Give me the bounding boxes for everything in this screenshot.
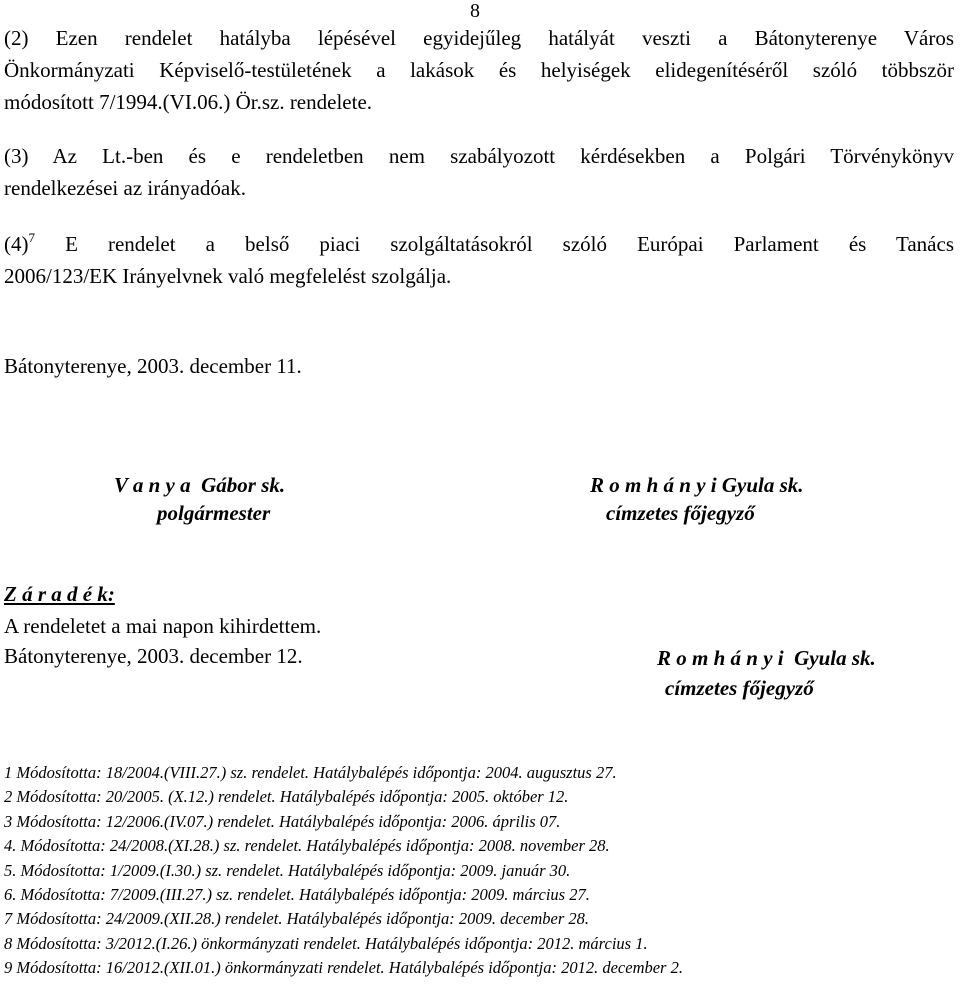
footnote-item: 2 Módosította: 20/2005. (X.12.) rendelet. Hatálybalépés időpontja: 2005. október 12. <box>4 787 569 807</box>
mayor-signature-title: polgármester <box>157 501 271 525</box>
paragraph-3 <box>4 140 954 204</box>
place-date: Bátonyterenye, 2003. december 11. <box>4 354 302 378</box>
footnote-item: 3 Módosította: 12/2006.(IV.07.) rendelet. Hatálybalépés időpontja: 2006. április 07. <box>4 811 561 831</box>
paragraph-4-text: E rendelet a belső piaci szolgáltatásokról szóló Európai Parlament és Tanács <box>35 232 954 256</box>
notary-signature-title: címzetes főjegyző <box>606 501 755 525</box>
paragraph-4-prefix: (4) <box>4 232 29 256</box>
closing-text: A rendeletet a mai napon kihirdettem. <box>4 614 322 638</box>
paragraph-4-line: 2006/123/EK Irányelvnek való megfelelést szolgálja. <box>4 264 452 288</box>
paragraph-2-line: Önkormányzati Képviselő-testületének a lakások és helyiségek elidegenítéséről szóló többször <box>4 58 954 82</box>
paragraph-4-line <box>4 228 954 260</box>
paragraph-4 <box>4 228 954 292</box>
closing-place-date: Bátonyterenye, 2003. december 12. <box>4 644 303 668</box>
paragraph-2-line: (2) Ezen rendelet hatályba lépésével egyidejűleg hatályát veszti a Bátonyterenye Város <box>4 26 954 50</box>
paragraph-2 <box>4 22 954 118</box>
footnote-item: 9 Módosította: 16/2012.(XII.01.) önkormányzati rendelet. Hatálybalépés időpontja: 2012. december 2. <box>4 958 683 978</box>
closing-signer-title: címzetes főjegyző <box>665 676 814 700</box>
notary-signature-name: R o m h á n y i Gyula sk. <box>590 473 804 497</box>
closing-signer-name: R o m h á n y i Gyula sk. <box>657 646 876 670</box>
footnote-item: 7 Módosította: 24/2009.(XII.28.) rendelet. Hatálybalépés időpontja: 2009. december 28. <box>4 909 590 929</box>
footnote-item: 6. Módosította: 7/2009.(III.27.) sz. rendelet. Hatálybalépés időpontja: 2009. március 27. <box>4 885 590 905</box>
closing-heading: Z á r a d é k: <box>4 582 115 606</box>
footnote-reference: 7 <box>28 230 35 245</box>
footnote-item: 8 Módosította: 3/2012.(I.26.) önkormányzati rendelet. Hatálybalépés időpontja: 2012. március 1. <box>4 933 648 953</box>
footnote-item: 1 Módosította: 18/2004.(VIII.27.) sz. rendelet. Hatálybalépés időpontja: 2004. augusztus 27. <box>4 763 617 782</box>
footnote-item: 5. Módosította: 1/2009.(I.30.) sz. rendelet. Hatálybalépés időpontja: 2009. január 30. <box>4 860 571 880</box>
footnotes <box>4 761 683 981</box>
footnote-item: 4. Módosította: 24/2008.(XI.28.) sz. rendelet. Hatálybalépés időpontja: 2008. november 28. <box>4 836 610 856</box>
mayor-signature-name: V a n y a Gábor sk. <box>114 473 286 497</box>
paragraph-3-line: rendelkezései az irányadóak. <box>4 176 246 200</box>
paragraph-3-line: (3) Az Lt.-ben és e rendeletben nem szabályozott kérdésekben a Polgári Törvénykönyv <box>4 144 954 168</box>
paragraph-2-line: módosított 7/1994.(VI.06.) Ör.sz. rendelete. <box>4 90 373 114</box>
page-number: 8 <box>470 0 480 22</box>
